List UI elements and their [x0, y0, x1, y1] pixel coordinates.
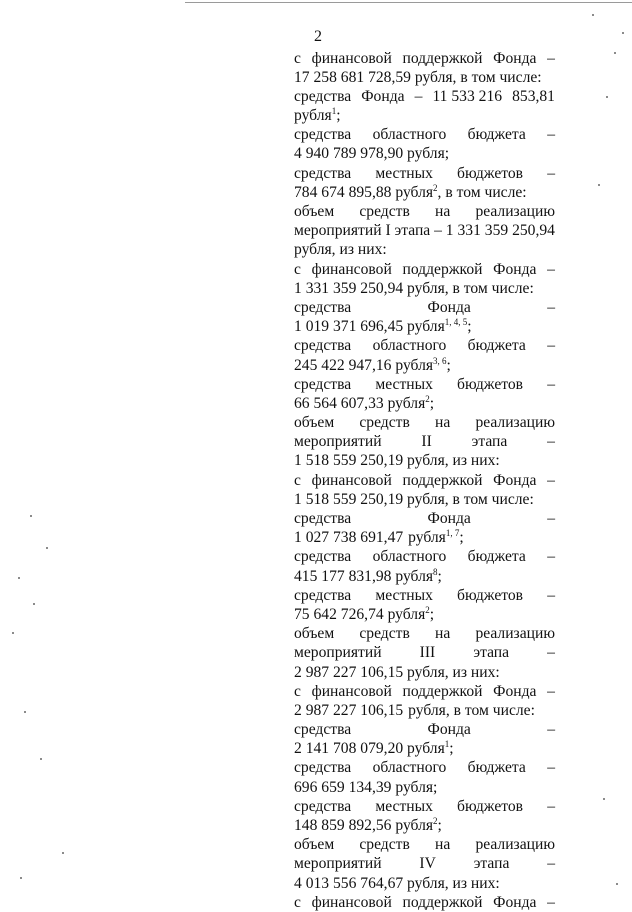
text-word: 148 859 892,56 рубля$^2$;: [294, 816, 442, 834]
text-word: бюджетов: [457, 586, 524, 604]
scan-speck: [614, 52, 616, 54]
scan-speck: [40, 758, 42, 760]
scan-speck: [46, 547, 48, 549]
text-word: бюджетов: [457, 797, 524, 815]
scan-speck: [592, 14, 594, 16]
text-word: –: [547, 126, 555, 144]
text-line: [294, 720, 555, 739]
text-word: этапа: [473, 644, 510, 662]
text-word: поддержкой: [402, 682, 483, 700]
text-word: 1 019 371 696,45 рубля$^{1, 4, 5}$;: [294, 317, 472, 336]
text-word: –: [547, 375, 555, 393]
text-word: поддержкой: [402, 49, 483, 67]
text-word: –: [547, 164, 555, 182]
text-line: [294, 796, 555, 815]
text-line: [294, 317, 555, 336]
text-word: объем: [294, 836, 335, 854]
line-tail: ;: [437, 567, 442, 585]
text-word: Фонда: [427, 510, 471, 527]
text-line: [294, 451, 555, 470]
text-word: с: [294, 260, 301, 278]
scan-speck: [62, 852, 64, 854]
text-word: бюджета: [467, 548, 526, 566]
text-line: [294, 758, 555, 777]
text-line: [294, 297, 555, 316]
text-word: с: [294, 471, 301, 489]
text-line: [294, 86, 555, 105]
text-word: 245 422 947,16 рубля$^{3, 6}$;: [294, 355, 451, 374]
text-word: –: [547, 759, 555, 777]
text-line: [294, 67, 555, 86]
text-line: [294, 489, 555, 508]
text-word: –: [547, 548, 555, 566]
text-word: 1 518 559 250,19 рубля, из них:: [294, 452, 500, 470]
text-line: [294, 470, 555, 489]
text-word: финансовой: [311, 471, 392, 489]
text-word: 66 564 607,33 рубля$^2$;: [294, 393, 435, 412]
text-word: финансовой: [311, 893, 392, 911]
line-tail: ;: [467, 318, 472, 336]
text-word: 784 674 895,88 рубля$^2$, в том числе:: [294, 182, 527, 201]
text-line: [294, 777, 555, 796]
text-line: [294, 566, 555, 585]
text-word: –: [547, 471, 555, 489]
text-word: средства: [294, 337, 352, 355]
text-word: средств: [359, 625, 410, 643]
text-word: финансовой: [311, 682, 392, 700]
text-word: финансовой: [311, 260, 392, 278]
text-word: поддержкой: [402, 260, 483, 278]
text-line: [294, 393, 555, 412]
text-word: Фонда: [427, 721, 471, 739]
text-word: на: [435, 203, 451, 220]
text-word: на: [435, 625, 451, 643]
text-word: Фонда: [361, 87, 405, 105]
text-line: [294, 182, 555, 201]
text-word: этапа: [471, 433, 508, 451]
line-tail: , в том числе:: [437, 183, 527, 201]
text-word: рубля$^{1, 7}$;: [408, 528, 464, 547]
text-word: местных: [375, 797, 433, 815]
text-line: [294, 240, 555, 259]
text-word: областного: [372, 126, 447, 144]
text-line: [294, 528, 555, 547]
text-line: [294, 106, 555, 125]
text-line: [294, 892, 555, 911]
text-word: поддержкой: [402, 893, 483, 911]
text-word: Фонда: [493, 49, 537, 67]
text-word: рубля, в том числе:: [408, 701, 535, 719]
text-word: местных: [375, 164, 433, 182]
text-word: 696 659 134,39 рубля;: [294, 778, 438, 796]
text-word: –: [547, 644, 555, 662]
text-line: [294, 355, 555, 374]
text-word: –: [547, 586, 555, 604]
text-word: на: [435, 414, 451, 432]
text-word: –: [547, 260, 555, 278]
text-line: [294, 163, 555, 182]
text-word: местных: [375, 586, 433, 604]
text-word: реализацию: [475, 203, 555, 220]
text-line: [294, 278, 555, 297]
scan-top-border: [185, 2, 632, 3]
text-word: с: [294, 682, 301, 700]
text-word: средства: [294, 298, 352, 316]
text-word: бюджетов: [457, 164, 524, 182]
footnote-ref: 2: [425, 604, 430, 615]
text-word: –: [547, 49, 555, 67]
footnote-ref: 2: [433, 182, 438, 193]
text-word: реализацию: [475, 414, 555, 432]
text-word: мероприятий: [294, 644, 382, 662]
text-word: –: [547, 721, 555, 739]
text-line: [294, 125, 555, 144]
text-word: средства: [294, 375, 352, 393]
text-word: 1 518 559 250,19 рубля, в том числе:: [294, 490, 534, 508]
text-word: рубля, из них:: [294, 241, 387, 259]
text-word: средства: [294, 721, 352, 739]
line-tail: ;: [446, 356, 451, 374]
text-word: средства: [294, 586, 352, 604]
text-line: [294, 202, 555, 221]
scan-speck: [12, 632, 14, 634]
text-word: рубля$^1$;: [294, 106, 341, 125]
text-line: [294, 259, 555, 278]
text-line: [294, 374, 555, 393]
text-word: –: [547, 855, 555, 873]
text-word: областного: [372, 337, 447, 355]
text-line: [294, 509, 555, 528]
text-word: средств: [359, 836, 410, 854]
text-word: 1 027 738 691,47: [294, 529, 404, 547]
scan-speck: [24, 711, 26, 713]
text-line: [294, 221, 555, 240]
text-line: [294, 643, 555, 662]
text-word: –: [547, 682, 555, 700]
text-word: поддержкой: [402, 471, 483, 489]
text-word: средства: [294, 164, 352, 182]
text-line: [294, 144, 555, 163]
line-tail: ;: [459, 529, 464, 547]
text-word: 4 013 556 764,67 рубля, из них:: [294, 874, 500, 892]
text-word: Фонда: [493, 471, 537, 489]
scan-speck: [603, 798, 605, 800]
page-number: 2: [314, 28, 322, 45]
text-line: [294, 835, 555, 854]
footnote-ref: 3, 6: [433, 355, 447, 366]
text-word: II: [421, 433, 432, 451]
scan-speck: [20, 877, 22, 879]
text-word: IV: [419, 855, 436, 873]
line-tail: ;: [437, 817, 442, 834]
footnote-ref: 2: [433, 816, 438, 826]
footnote-ref: 2: [425, 393, 430, 404]
text-word: средства: [294, 759, 352, 777]
text-word: средств: [359, 414, 410, 432]
text-word: финансовой: [311, 49, 392, 67]
text-word: Фонда: [493, 682, 537, 700]
text-word: средства: [294, 797, 352, 815]
footnote-ref: 1: [444, 739, 450, 750]
text-line: [294, 48, 555, 67]
line-tail: ;: [336, 107, 341, 125]
text-word: объем: [294, 625, 335, 643]
text-word: объем: [294, 203, 335, 220]
scan-speck: [622, 32, 624, 34]
text-word: средств: [359, 203, 410, 220]
text-word: 17 258 681 728,59 рубля, в том числе:: [294, 68, 542, 86]
text-word: объем: [294, 414, 335, 432]
text-word: местных: [375, 375, 433, 393]
text-line: [294, 739, 555, 758]
text-word: бюджета: [467, 126, 526, 144]
text-line: [294, 432, 555, 451]
text-word: –: [547, 433, 555, 451]
text-word: 75 642 726,74 рубля$^2$;: [294, 604, 435, 623]
scan-speck: [33, 603, 35, 605]
footnote-ref: 1, 4, 5: [444, 317, 468, 328]
text-word: –: [547, 510, 555, 527]
footnote-ref: 1, 7: [445, 528, 460, 539]
text-line: [294, 547, 555, 566]
text-line: [294, 816, 555, 835]
text-word: 2 141 708 079,20 рубля$^1$;: [294, 739, 454, 758]
text-word: этапа: [473, 855, 510, 873]
text-line: [294, 413, 555, 432]
text-line: [294, 604, 555, 623]
text-word: средства: [294, 87, 352, 105]
scan-speck: [18, 577, 20, 579]
line-tail: ;: [449, 740, 454, 758]
text-word: –: [547, 298, 555, 316]
text-word: мероприятий: [294, 855, 382, 873]
text-word: 415 177 831,98 рубля$^8$;: [294, 566, 442, 585]
text-word: средства: [294, 126, 352, 144]
text-word: 2 987 227 106,15: [294, 701, 404, 719]
text-word: –: [547, 797, 555, 815]
text-word: с: [294, 49, 301, 67]
text-word: мероприятий: [294, 433, 382, 451]
text-word: областного: [372, 759, 447, 777]
text-word: средства: [294, 510, 352, 527]
text-line: [294, 854, 555, 873]
text-word: средства: [294, 548, 352, 566]
text-line: [294, 336, 555, 355]
document-text-column: [294, 48, 555, 911]
text-line: [294, 585, 555, 604]
text-word: 2 987 227 106,15 рубля, из них:: [294, 663, 500, 681]
text-line: [294, 662, 555, 681]
text-word: 853,81: [512, 87, 555, 105]
text-word: –: [414, 87, 423, 105]
scan-speck: [30, 515, 32, 517]
text-word: областного: [372, 548, 447, 566]
text-word: на: [435, 836, 451, 854]
text-word: 11 533 216: [432, 87, 503, 105]
line-tail: ;: [429, 605, 435, 623]
line-tail: ;: [429, 394, 435, 412]
footnote-ref: 1: [331, 106, 337, 117]
text-line: [294, 873, 555, 892]
footnote-ref: 8: [433, 566, 438, 577]
text-word: 1 331 359 250,94 рубля, в том числе:: [294, 279, 534, 297]
text-word: бюджета: [467, 337, 526, 355]
text-word: III: [419, 644, 436, 662]
text-line: [294, 624, 555, 643]
text-word: реализацию: [475, 836, 555, 854]
text-word: с: [294, 893, 301, 911]
text-word: Фонда: [427, 298, 471, 316]
scan-speck: [616, 883, 618, 885]
scan-speck: [598, 184, 600, 186]
text-word: Фонда: [493, 260, 537, 278]
text-word: –: [547, 893, 555, 911]
text-line: [294, 681, 555, 700]
text-word: реализацию: [475, 625, 555, 643]
text-word: мероприятий I этапа – 1 331 359 250,94: [294, 222, 555, 240]
text-word: Фонда: [493, 893, 537, 911]
text-word: 4 940 789 978,90 рубля;: [294, 145, 450, 163]
text-word: –: [547, 337, 555, 355]
text-word: бюджетов: [457, 375, 524, 393]
text-line: [294, 700, 555, 719]
scan-speck: [606, 96, 608, 98]
text-word: бюджета: [467, 759, 526, 777]
